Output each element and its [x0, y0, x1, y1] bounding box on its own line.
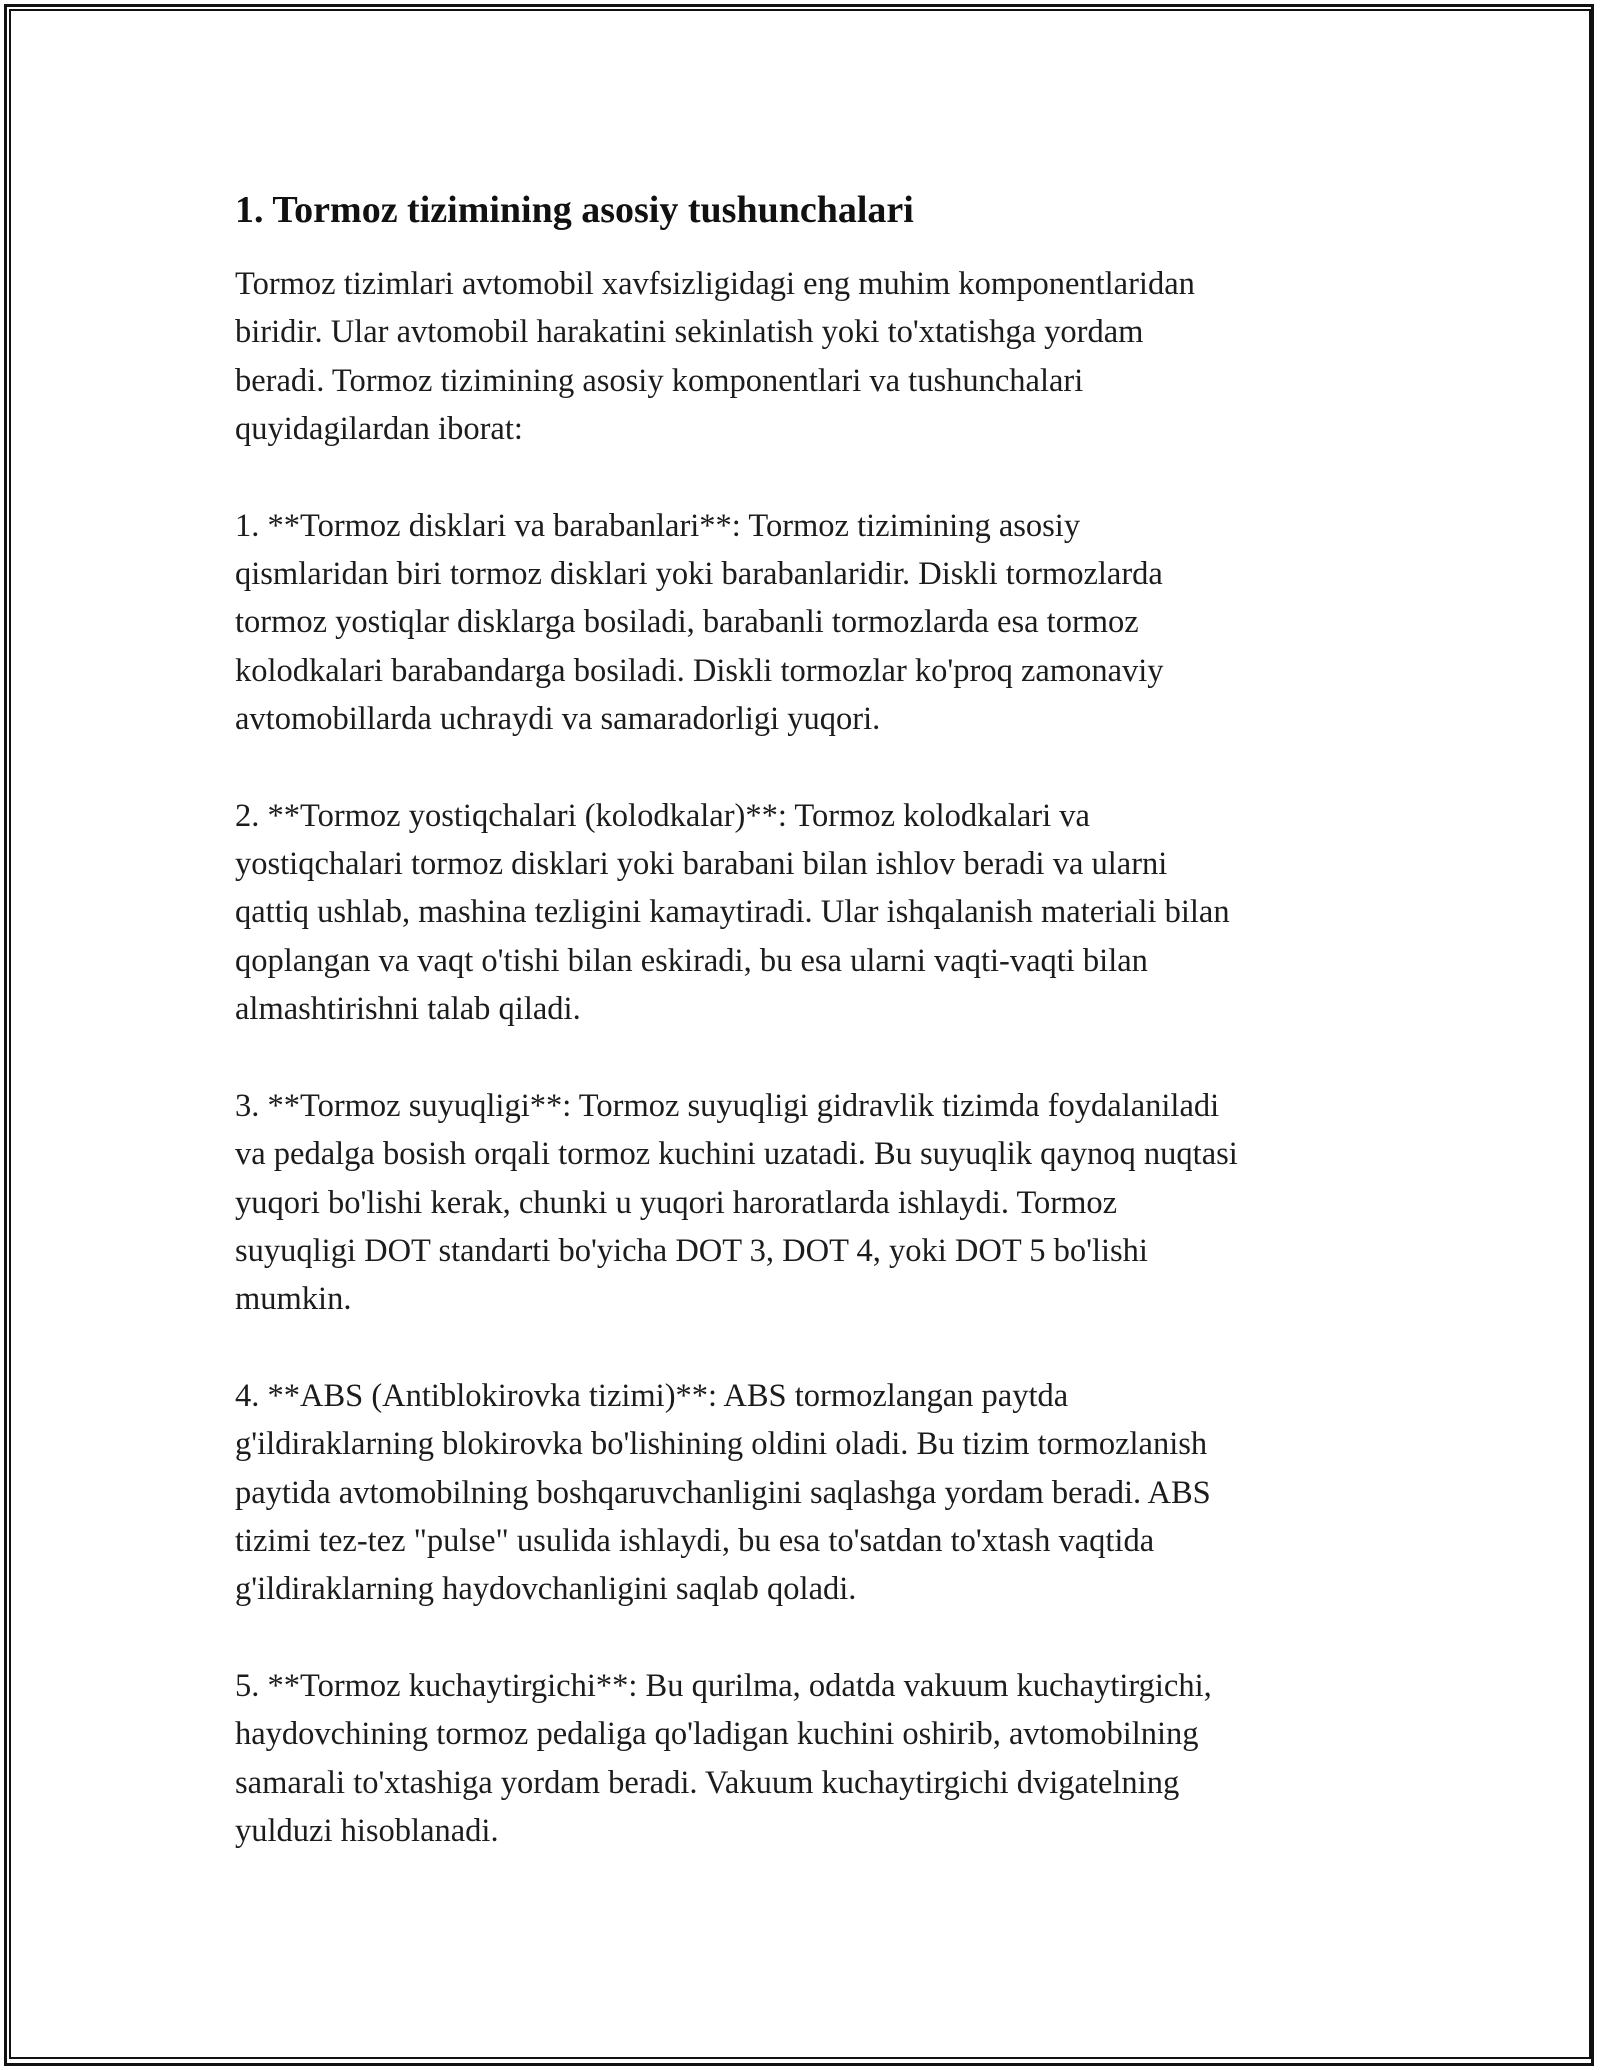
- section-heading: 1. Tormoz tizimining asosiy tushunchalari: [235, 189, 914, 231]
- item-abs: 4. **ABS (Antiblokirovka tizimi)**: ABS tormozlangan paytda g'ildiraklarning blokirovka bo'lishining oldini oladi. Bu tizim tormozlanish paytida avtomobilning boshqaruvchanligini saqlashga yordam beradi. ABS tizimi tez-tez "pulse" usulida ishlaydi, bu esa to'satdan to'xtash vaqtida g'ildiraklarning haydovchanligini saqlab qoladi.: [235, 1377, 1211, 1608]
- item-brake-discs-drums: 1. **Tormoz disklari va barabanlari**: Tormoz tizimining asosiy qismlaridan biri tormoz disklari yoki barabanlaridir. Diskli tormozlarda tormoz yostiqlar disklarga bosiladi, barabanli tormozlarda esa tormoz kolodkalari barabandarga bosiladi. Diskli tormozlar ko'proq zamonaviy avtomobillarda uchraydi va samaradorligi yuqori.: [235, 507, 1164, 738]
- intro-paragraph: Tormoz tizimlari avtomobil xavfsizligidagi eng muhim komponentlaridan biridir. Ular avtomobil harakatini sekinlatish yoki to'xtatishga yordam beradi. Tormoz tizimining asosiy komponentlari va tushunchalari quyidagilardan iborat:: [235, 266, 1195, 448]
- item-brake-pads: 2. **Tormoz yostiqchalari (kolodkalar)**: Tormoz kolodkalari va yostiqchalari tormoz disklari yoki barabani bilan ishlov beradi va ularni qattiq ushlab, mashina tezligini kamaytiradi. Ular ishqalanish materiali bilan qoplangan va vaqt o'tishi bilan eskiradi, bu esa ularni vaqti-vaqti bilan almashtirishni talab qiladi.: [235, 797, 1230, 1028]
- item-brake-booster: 5. **Tormoz kuchaytirgichi**: Bu qurilma, odatda vakuum kuchaytirgichi, haydovchining tormoz pedaliga qo'ladigan kuchini oshirib, avtomobilning samarali to'xtashiga yordam beradi. Vakuum kuchaytirgichi dvigatelning yulduzi hisoblanadi.: [235, 1667, 1212, 1849]
- document-body: [235, 186, 1385, 1903]
- item-brake-fluid: 3. **Tormoz suyuqligi**: Tormoz suyuqligi gidravlik tizimda foydalaniladi va pedalga bosish orqali tormoz kuchini uzatadi. Bu suyuqlik qaynoq nuqtasi yuqori bo'lishi kerak, chunki u yuqori haroratlarda ishlaydi. Tormoz suyuqligi DOT standarti bo'yicha DOT 3, DOT 4, yoki DOT 5 bo'lishi mumkin.: [235, 1087, 1238, 1318]
